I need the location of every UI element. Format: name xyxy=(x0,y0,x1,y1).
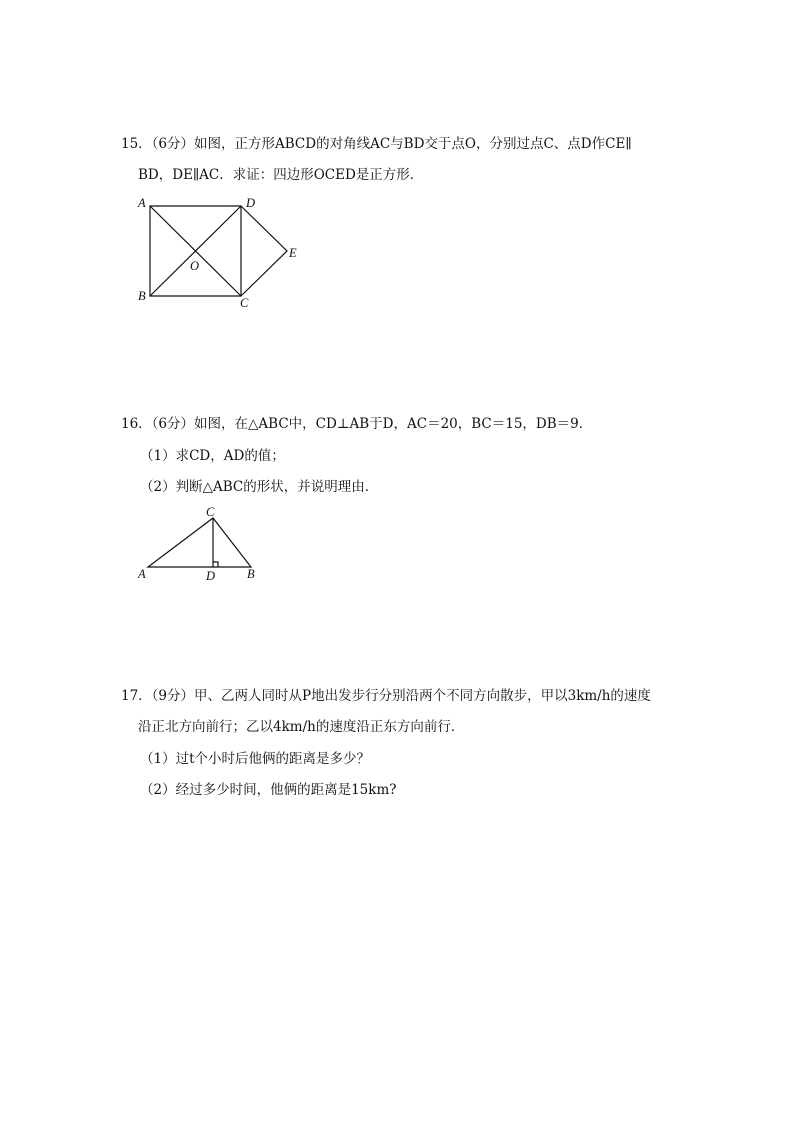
label-a: A xyxy=(138,567,146,581)
q17-text-line-1: 17．（9分）甲、乙两人同时从P地出发步行分别沿两个不同方向散步，甲以3km/h的速度 xyxy=(121,688,651,704)
q16-text-line-1: 16．（6分）如图，在△ABC中，CD⊥AB于D，AC＝20，BC＝15，DB＝9． xyxy=(121,416,593,432)
q17-part-1: （1）过t个小时后他俩的距离是多少？ xyxy=(140,751,371,767)
q15-text-line-1: 15．（6分）如图，正方形ABCD的对角线AC与BD交于点O，分别过点C、点D作CE∥ xyxy=(121,136,632,152)
label-b: B xyxy=(138,289,146,303)
label-c: C xyxy=(206,505,215,519)
q16-part-1: （1）求CD，AD的值； xyxy=(140,448,285,464)
label-b: B xyxy=(247,567,255,581)
right-angle-mark xyxy=(213,562,218,567)
triangle-abc xyxy=(148,518,251,567)
q17-text-line-2: 沿正北方向前行；乙以4km/h的速度沿正东方向前行． xyxy=(138,719,465,735)
label-e: E xyxy=(289,246,297,260)
q17-part-2: （2）经过多少时间，他俩的距离是15km? xyxy=(140,782,397,798)
label-o: O xyxy=(190,259,200,273)
label-c: C xyxy=(240,296,249,310)
q15-text-line-2: BD，DE∥AC．求证：四边形OCED是正方形． xyxy=(138,167,424,183)
label-a: A xyxy=(138,196,146,210)
label-d: D xyxy=(206,569,216,583)
label-d: D xyxy=(246,196,256,210)
q16-part-2: （2）判断△ABC的形状，并说明理由． xyxy=(140,479,379,495)
